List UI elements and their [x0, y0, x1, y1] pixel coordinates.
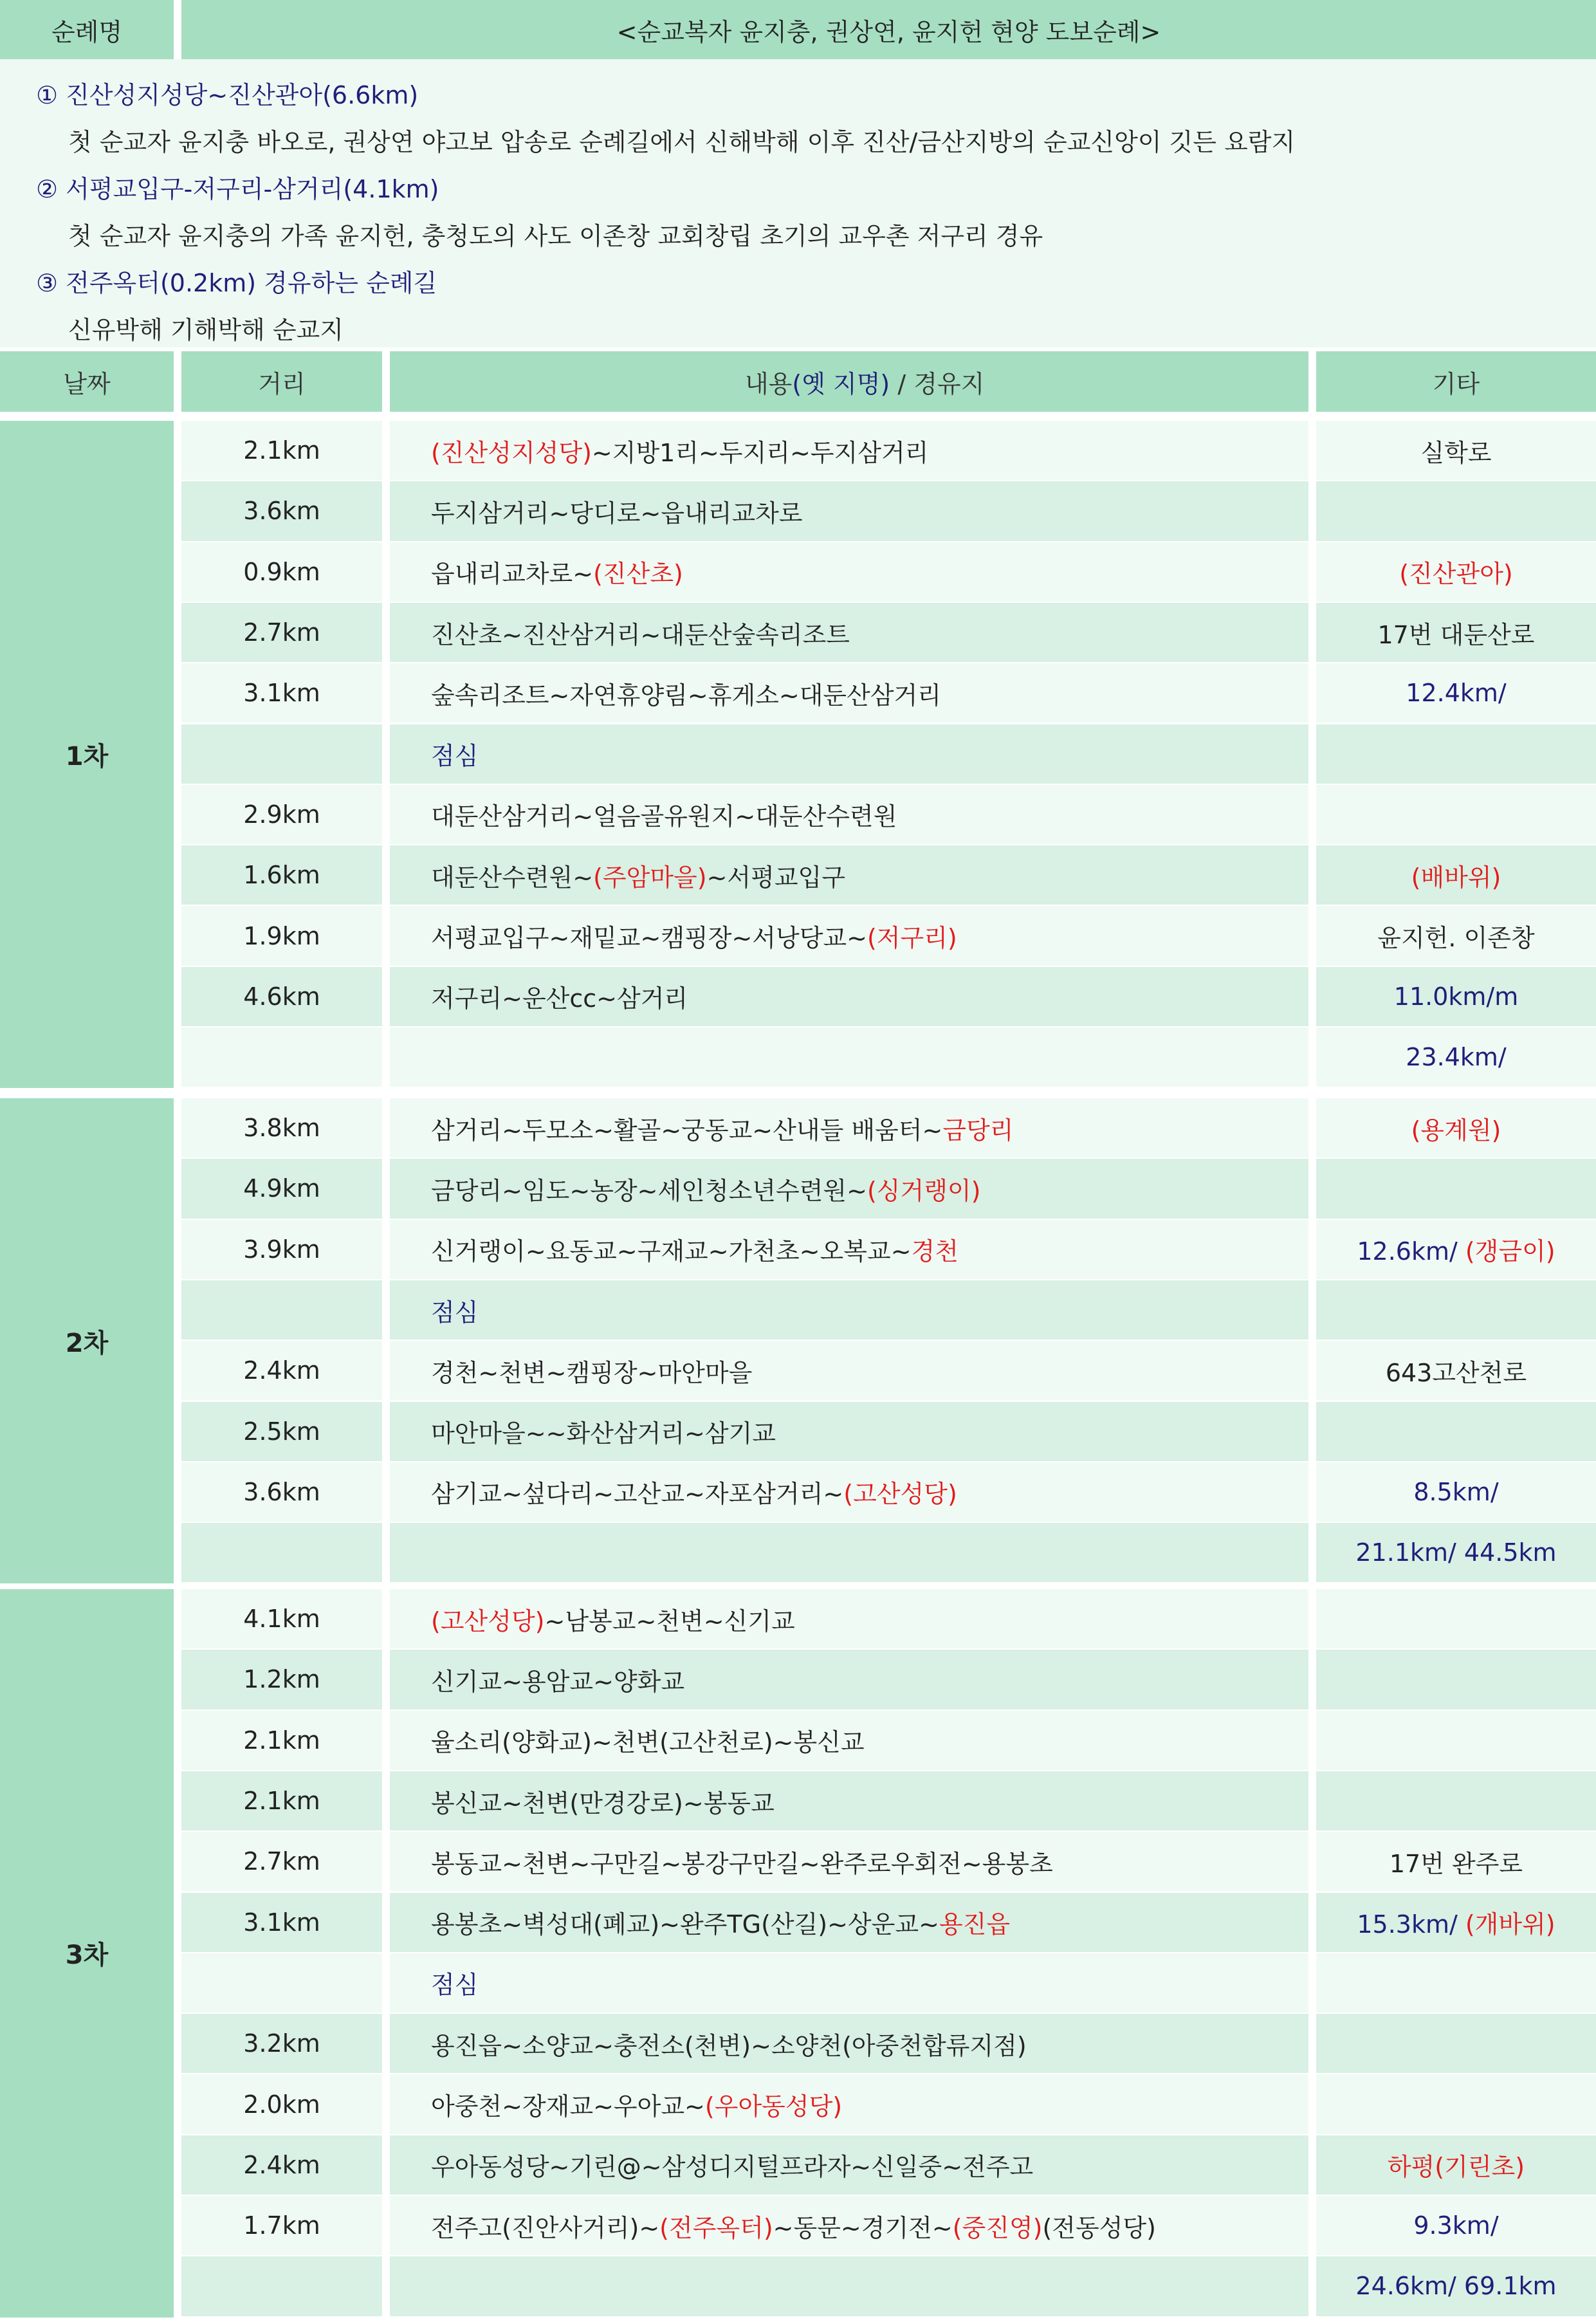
etc-text [1388, 2147, 1525, 2182]
route-content-cell [390, 1650, 1308, 1709]
etc-segment: 23.4km/ [1406, 1043, 1507, 1072]
route-content-segment: ~동문~경기전~ [773, 2213, 953, 2242]
etc-cell [1316, 1589, 1596, 1648]
etc-cell [1316, 542, 1596, 602]
route-content-text [431, 979, 688, 1014]
route-content-segment: 봉동교~천변~구만길~봉강구만길~완주로우회전~용봉초 [431, 1849, 1053, 1878]
day-label-cell [0, 1589, 174, 2317]
distance-cell [181, 785, 382, 844]
etc-segment: 하평(기린초) [1387, 2153, 1525, 2182]
etc-cell [1316, 2074, 1596, 2133]
distance-cell [181, 1832, 382, 1891]
route-content-segment: 대둔산수련원~ [431, 863, 594, 892]
route-content-text [431, 554, 683, 589]
route-content-segment: 전주고(진안사거리)~ [431, 2213, 660, 2242]
route-content-segment: 저구리~운산cc~삼거리 [431, 984, 688, 1013]
etc-text [1390, 1844, 1523, 1879]
day-label: 2차 [65, 1328, 109, 1358]
route-content-cell [390, 1098, 1308, 1157]
distance-cell [181, 1341, 382, 1400]
route-content-segment: (진산초) [593, 560, 683, 589]
distance-value: 2.9km [243, 800, 320, 829]
route-content-text [431, 1722, 865, 1758]
header-label: 순례명 [51, 17, 123, 46]
route-content-cell [390, 906, 1308, 965]
route-content-segment: 용진읍~소양교~충전소(천변)~소양천(아중천합류지점) [431, 2031, 1027, 2060]
etc-cell [1316, 1523, 1596, 1582]
distance-cell [181, 603, 382, 662]
distance-value: 2.1km [243, 1726, 320, 1755]
distance-cell [181, 1523, 382, 1582]
route-content-cell [390, 1159, 1308, 1218]
route-content-text [431, 615, 850, 650]
distance-cell [181, 542, 382, 602]
col-header-date [0, 351, 174, 412]
route-content-text [431, 1904, 1010, 1940]
etc-cell [1316, 1341, 1596, 1400]
distance-value: 1.2km [243, 1665, 320, 1694]
route-content-text [431, 676, 941, 711]
col-header-date-label: 날짜 [63, 369, 111, 398]
etc-cell [1316, 2196, 1596, 2255]
distance-cell [181, 1953, 382, 2013]
route-content-segment: 삼기교~섶다리~고산교~자포삼거리~ [431, 1480, 844, 1509]
distance-cell [181, 1893, 382, 1952]
route-content-segment: 진산초~진산삼거리~대둔산숲속리조트 [431, 620, 850, 649]
route-content-segment: 경천 [911, 1237, 959, 1266]
distance-value: 2.1km [243, 436, 320, 465]
route-content-cell [390, 663, 1308, 723]
route-content-segment: 경천~천변~캠핑장~마안마을 [431, 1358, 753, 1387]
etc-cell [1316, 2135, 1596, 2195]
etc-cell [1316, 1159, 1596, 1218]
etc-text [1420, 433, 1491, 468]
col-header-content-route: / 경유지 [890, 369, 985, 398]
distance-cell [181, 1771, 382, 1830]
route-content-text [431, 2147, 1033, 2182]
route-content-text [431, 1353, 752, 1388]
distance-value: 2.7km [243, 1847, 320, 1876]
route-content-segment: (전동성당) [1042, 2213, 1156, 2242]
route-content-segment: ~남봉교~천변~신기교 [544, 1607, 795, 1636]
etc-segment: 8.5km/ [1413, 1477, 1499, 1506]
route-content-segment: (싱거랭이) [867, 1176, 981, 1205]
route-content-segment: (중진영) [952, 2213, 1043, 2242]
route-content-segment: 두지삼거리~당디로~읍내리교차로 [431, 499, 803, 528]
route-content-text [431, 1601, 795, 1637]
col-header-etc [1316, 351, 1596, 412]
day-label-cell [0, 421, 174, 1088]
distance-cell [181, 2256, 382, 2316]
etc-text [1355, 2272, 1556, 2300]
route-content-text [431, 1844, 1053, 1879]
route-content-segment: 점심 [431, 1298, 479, 1327]
etc-cell [1316, 1402, 1596, 1461]
intro-title-1: ① 진산성지성당~진산관아(6.6km) [36, 81, 419, 109]
route-content-text [431, 493, 803, 529]
distance-cell [181, 2196, 382, 2255]
route-content-cell [390, 2074, 1308, 2133]
route-content-cell [390, 421, 1308, 480]
route-content-segment: 점심 [431, 742, 479, 771]
distance-value: 3.8km [243, 1114, 320, 1143]
etc-cell [1316, 1220, 1596, 1279]
distance-value: 2.4km [243, 2150, 320, 2179]
etc-segment: 12.6km/ [1357, 1237, 1465, 1266]
etc-cell [1316, 421, 1596, 480]
route-content-cell [390, 1402, 1308, 1461]
route-content-cell [390, 2196, 1308, 2255]
distance-value: 0.9km [243, 557, 320, 586]
route-content-cell [390, 845, 1308, 905]
route-content-cell [390, 1711, 1308, 1770]
etc-segment: (진산관아) [1399, 560, 1513, 589]
etc-segment: 11.0km/m [1393, 982, 1519, 1011]
route-content-segment: 아중천~장재교~우아교~ [431, 2092, 705, 2121]
distance-cell [181, 845, 382, 905]
intro-title-2: ② 서평교입구-저구리-삼거리(4.1km) [36, 175, 439, 203]
etc-cell [1316, 481, 1596, 540]
route-content-text [431, 2087, 842, 2122]
header-label-cell [0, 0, 174, 59]
route-content-segment: 읍내리교차로~ [431, 560, 594, 589]
route-content-cell [390, 1953, 1308, 2013]
col-header-content-label: 내용 [744, 369, 793, 398]
route-content-text [431, 797, 897, 832]
etc-segment: 17번 완주로 [1389, 1849, 1523, 1878]
etc-text [1413, 1478, 1498, 1506]
etc-segment: 24.6km/ 69.1km [1355, 2272, 1557, 2301]
route-content-cell [390, 1027, 1308, 1087]
etc-text [1386, 1353, 1527, 1388]
etc-cell [1316, 845, 1596, 905]
route-content-cell [390, 1589, 1308, 1648]
intro-section [0, 59, 1596, 347]
etc-cell [1316, 603, 1596, 662]
distance-cell [181, 1589, 382, 1648]
route-content-text [431, 1231, 959, 1267]
etc-segment: 17번 대둔산로 [1377, 620, 1535, 649]
distance-cell [181, 1650, 382, 1709]
route-content-segment: (우아동성당) [704, 2092, 843, 2121]
distance-value: 1.7km [243, 2211, 320, 2240]
etc-text [1406, 1043, 1506, 1071]
route-content-segment: (진산성지성당) [431, 438, 592, 467]
route-content-segment: 신기교~용암교~양화교 [431, 1667, 685, 1696]
route-content-cell [390, 2135, 1308, 2195]
etc-text [1394, 982, 1518, 1011]
distance-value: 3.1km [243, 1908, 320, 1937]
route-content-cell [390, 542, 1308, 602]
day-label: 3차 [65, 1940, 109, 1971]
etc-cell [1316, 663, 1596, 723]
distance-value: 2.1km [243, 1787, 320, 1816]
distance-cell [181, 2014, 382, 2073]
route-content-segment: 봉신교~천변(만경강로)~봉동교 [431, 1789, 775, 1818]
route-content-text [431, 1474, 957, 1509]
etc-cell [1316, 2014, 1596, 2073]
route-content-segment: 숲속리조트~자연휴양림~휴게소~대둔산삼거리 [431, 681, 941, 710]
route-content-cell [390, 1832, 1308, 1891]
route-content-cell [390, 1280, 1308, 1340]
distance-cell [181, 2135, 382, 2195]
route-content-text [431, 1965, 478, 2000]
distance-value: 2.7km [243, 618, 320, 647]
distance-cell [181, 1027, 382, 1087]
route-content-text [431, 1110, 1013, 1146]
route-content-text [431, 1662, 684, 1697]
etc-cell [1316, 2256, 1596, 2316]
etc-text [1355, 1538, 1556, 1567]
etc-segment: 643고산천로 [1385, 1358, 1527, 1387]
route-content-cell [390, 1893, 1308, 1952]
day-label-cell [0, 1098, 174, 1583]
route-content-cell [390, 1771, 1308, 1830]
route-content-segment: 율소리(양화교)~천변(고산천로)~봉신교 [431, 1728, 865, 1757]
etc-segment: 12.4km/ [1406, 679, 1507, 708]
etc-text [1411, 1110, 1501, 1146]
distance-value: 1.9km [243, 921, 320, 950]
route-content-cell [390, 1462, 1308, 1522]
distance-value: 1.6km [243, 861, 320, 890]
route-content-segment: ~서평교입구 [706, 863, 845, 892]
page-title: <순교복자 윤지충, 권상연, 윤지헌 현양 도보순례> [616, 17, 1161, 46]
route-content-cell [390, 603, 1308, 662]
route-content-segment: 우아동성당~기린@~삼성디지털프라자~신일중~전주고 [431, 2153, 1034, 2182]
route-content-segment: 서평교입구~재밑교~캠핑장~서낭당교~ [431, 924, 867, 953]
route-content-text [431, 1171, 980, 1206]
etc-segment: 윤지헌. 이존창 [1377, 924, 1535, 953]
etc-text [1357, 1904, 1555, 1940]
etc-text [1357, 1231, 1555, 1267]
etc-cell [1316, 1098, 1596, 1157]
distance-cell [181, 2074, 382, 2133]
etc-segment: 15.3km/ [1357, 1910, 1465, 1939]
route-content-cell [390, 1523, 1308, 1582]
etc-text [1399, 554, 1512, 589]
intro-desc-3: 신유박해 기해박해 순교지 [68, 316, 344, 344]
etc-cell [1316, 1832, 1596, 1891]
route-content-text [431, 2208, 1156, 2244]
route-content-text [431, 858, 845, 893]
route-content-segment: 금당리~임도~농장~세인청소년수련원~ [431, 1176, 867, 1205]
route-content-segment: 마안마을~~화산삼거리~삼기교 [431, 1419, 776, 1448]
col-header-content-oldname: (옛 지명) [792, 369, 890, 398]
col-header-distance [181, 351, 382, 412]
etc-segment: 21.1km/ 44.5km [1355, 1538, 1557, 1567]
distance-cell [181, 481, 382, 540]
intro-title-3: ③ 전주옥터(0.2km) 경유하는 순례길 [36, 269, 437, 297]
distance-cell [181, 1098, 382, 1157]
etc-segment: (배바위) [1411, 863, 1501, 892]
route-content-segment: 용봉초~벽성대(폐교)~완주TG(산길)~상운교~ [431, 1910, 939, 1939]
distance-cell [181, 1280, 382, 1340]
route-content-text [431, 1293, 478, 1328]
etc-text [1406, 679, 1506, 707]
distance-cell [181, 967, 382, 1026]
route-content-segment: (전주옥터) [659, 2213, 773, 2242]
etc-cell [1316, 724, 1596, 784]
etc-cell [1316, 785, 1596, 844]
etc-cell [1316, 1711, 1596, 1770]
distance-cell [181, 1402, 382, 1461]
intro-desc-2: 첫 순교자 윤지충의 가족 윤지헌, 충청도의 사도 이존창 교회창립 초기의 교우촌 저구리 경유 [68, 222, 1043, 250]
distance-cell [181, 421, 382, 480]
distance-cell [181, 1711, 382, 1770]
day-label: 1차 [65, 742, 109, 772]
route-content-cell [390, 967, 1308, 1026]
distance-cell [181, 1159, 382, 1218]
route-content-text [431, 918, 957, 954]
etc-cell [1316, 906, 1596, 965]
etc-cell [1316, 1771, 1596, 1830]
route-content-segment: 점심 [431, 1971, 479, 2000]
etc-text [1413, 2211, 1498, 2240]
distance-value: 4.6km [243, 982, 320, 1011]
distance-cell [181, 906, 382, 965]
route-content-segment: ~지방1리~두지리~두지삼거리 [591, 438, 929, 467]
etc-cell [1316, 1650, 1596, 1709]
col-header-etc-label: 기타 [1432, 369, 1480, 398]
etc-segment: (개바위) [1465, 1910, 1555, 1939]
route-content-segment: 용진읍 [939, 1910, 1011, 1939]
route-content-segment: 금당리 [942, 1116, 1014, 1145]
col-header-distance-label: 거리 [258, 369, 306, 398]
route-content-segment: (고산성당) [843, 1480, 957, 1509]
route-content-cell [390, 481, 1308, 540]
route-content-text [431, 2026, 1027, 2061]
distance-value: 4.9km [243, 1174, 320, 1203]
route-content-segment: 삼거리~두모소~활골~궁동교~산내들 배움터~ [431, 1116, 943, 1145]
distance-value: 3.1km [243, 679, 320, 708]
distance-cell [181, 724, 382, 784]
distance-value: 2.0km [243, 2090, 320, 2119]
distance-value: 3.2km [243, 2029, 320, 2058]
etc-cell [1316, 1953, 1596, 2013]
route-content-cell [390, 1341, 1308, 1400]
distance-value: 2.5km [243, 1417, 320, 1446]
distance-cell [181, 1462, 382, 1522]
etc-segment: (용계원) [1411, 1116, 1501, 1145]
col-header-content [390, 351, 1308, 412]
etc-cell [1316, 1280, 1596, 1340]
etc-text [1378, 615, 1535, 650]
distance-value: 4.1km [243, 1605, 320, 1634]
etc-cell [1316, 1462, 1596, 1522]
distance-cell [181, 663, 382, 723]
route-content-cell [390, 1220, 1308, 1279]
distance-value: 3.6km [243, 1477, 320, 1506]
distance-cell [181, 1220, 382, 1279]
route-content-cell [390, 2014, 1308, 2073]
intro-desc-1: 첫 순교자 윤지충 바오로, 권상연 야고보 압송로 순례길에서 신해박해 이후 진산/금산지방의 순교신앙이 깃든 요람지 [68, 128, 1296, 156]
route-content-segment: (고산성당) [431, 1607, 545, 1636]
etc-segment: 9.3km/ [1413, 2211, 1499, 2240]
route-content-segment: 신거랭이~요동교~구재교~가천초~오복교~ [431, 1237, 912, 1266]
etc-text [1377, 918, 1534, 954]
route-content-cell [390, 785, 1308, 844]
route-content-segment: (저구리) [867, 924, 957, 953]
route-content-segment: 대둔산삼거리~얼음골유원지~대둔산수련원 [431, 802, 897, 831]
etc-segment: 실학로 [1420, 438, 1492, 467]
distance-value: 2.4km [243, 1356, 320, 1385]
etc-cell [1316, 967, 1596, 1026]
etc-text [1411, 858, 1501, 893]
etc-cell [1316, 1893, 1596, 1952]
header-title-cell [181, 0, 1596, 59]
etc-cell [1316, 1027, 1596, 1087]
route-content-text [431, 433, 928, 468]
distance-value: 3.9km [243, 1235, 320, 1264]
route-content-segment: (주암마을) [593, 863, 707, 892]
etc-segment: (갱금이) [1465, 1237, 1555, 1266]
route-content-text [431, 736, 478, 771]
route-content-text [431, 1414, 776, 1449]
route-content-cell [390, 2256, 1308, 2316]
route-content-cell [390, 724, 1308, 784]
route-content-text [431, 1783, 775, 1819]
distance-value: 3.6km [243, 497, 320, 526]
